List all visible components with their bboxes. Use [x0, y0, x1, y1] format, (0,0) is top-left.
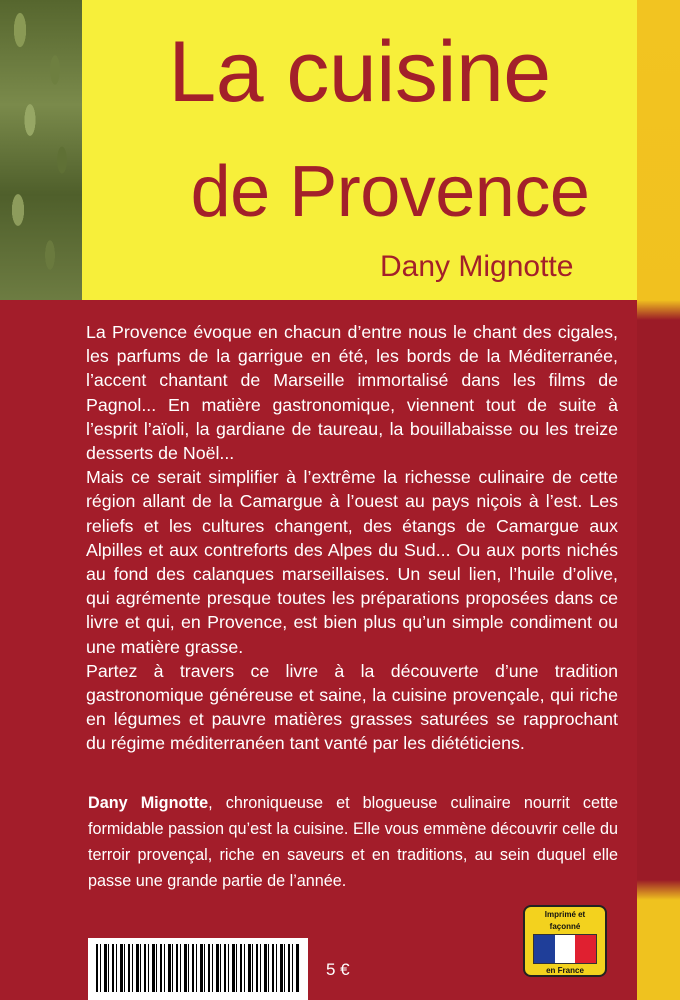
description-paragraph-3: Partez à travers ce livre à la découverte d’une tradition gastronomique généreuse et saine, la cuisine provençale, qui riche en légumes et pauvre matières grasses saturées se rapprochant du régime méditerranéen tant vanté par les diététiciens. [86, 660, 618, 754]
barcode-bars [96, 944, 300, 992]
made-in-france-badge [523, 905, 607, 977]
description-paragraph-1: La Provence évoque en chacun d’entre nous le chant des cigales, les parfums de la garrigue en été, les bords de la Méditerranée, l’accent chantant de Marseille immortalisé dans les films de Pagnol... En matière gastronomique, viennent tout de suite à l’esprit l’aïoli, la gardiane de taureau, la bouillabaisse ou les treize desserts de Noël... [86, 322, 618, 464]
description-paragraph-2: Mais ce serait simplifier à l’extrême la richesse culinaire de cette région allant de la Camargue à l’ouest au pays niçois à l’est. Les reliefs et les cultures changent, des étangs de Camargue aux Alpilles et aux contreforts des Alpes du Sud... Ou aux ports nichés au fond des calanques marseillaises. Un seul lien, l’huile d’olive, qui agrémente presque toutes les préparations proposées dans ce livre et qui, en Provence, est bien plus qu’un simple condiment ou une matière grasse. [86, 467, 618, 657]
book-title-line1: La cuisine [168, 24, 551, 120]
author-name: Dany Mignotte [380, 250, 574, 283]
badge-line2: façonné [549, 922, 581, 931]
olive-tree-photo [0, 0, 82, 300]
bio-author-name: Dany Mignotte [88, 794, 209, 812]
barcode [88, 938, 308, 1000]
badge-line3: en France [546, 966, 584, 975]
book-description [86, 320, 618, 756]
badge-line1: Imprimé et [544, 910, 586, 919]
bio-text: , chroniqueuse et blogueuse culinaire nourrit cette formidable passion qu’est la cuisine. Elle vous emmène découvrir celle du terroir provençal, riche en saveurs et en traditions, au sein duquel elle passe une grande partie de l’année. [88, 794, 618, 890]
book-title-line2: de Provence [190, 152, 590, 232]
french-flag-icon [533, 934, 597, 964]
author-bio [88, 790, 618, 894]
price: 5 € [326, 960, 350, 979]
cover-edge [637, 0, 680, 1000]
